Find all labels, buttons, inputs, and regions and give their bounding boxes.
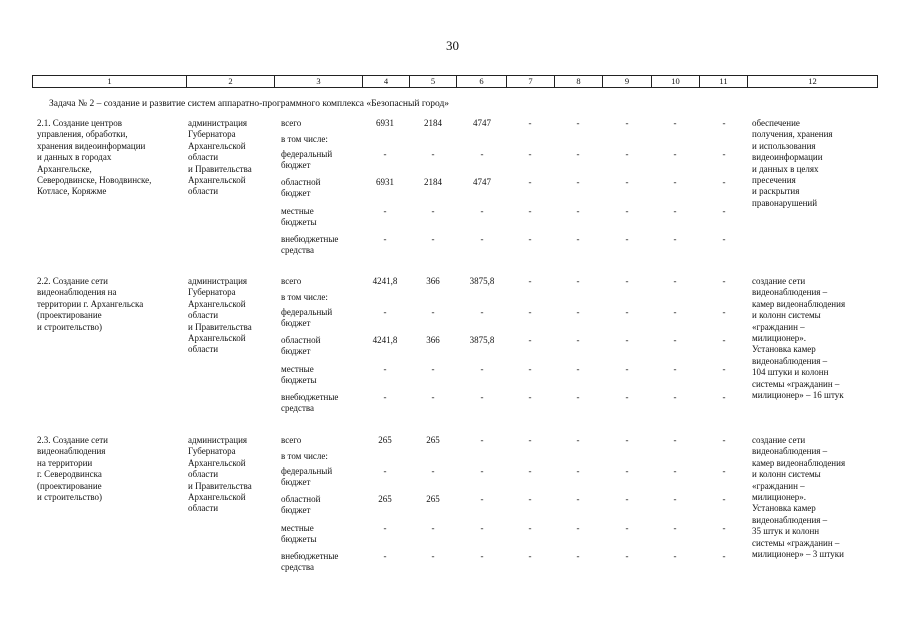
funding-value: - <box>431 551 435 561</box>
funding-value: - <box>673 551 677 561</box>
funding-value: 6931 <box>376 177 394 187</box>
funding-source-label: в том числе: <box>281 292 328 302</box>
col-header: 10 <box>652 76 700 88</box>
funding-value: - <box>722 523 726 533</box>
funding-value: - <box>576 523 580 533</box>
funding-value: - <box>431 206 435 216</box>
funding-value: - <box>528 307 532 317</box>
funding-value: - <box>722 335 726 345</box>
funding-source-label: федеральный бюджет <box>281 149 333 171</box>
funding-value: - <box>480 206 484 216</box>
funding-value: - <box>673 364 677 374</box>
funding-value: - <box>528 118 532 128</box>
funding-value: 265 <box>378 435 392 445</box>
funding-value: - <box>431 149 435 159</box>
funding-value: - <box>383 234 387 244</box>
funding-value: - <box>673 335 677 345</box>
funding-source-label: всего <box>281 118 302 128</box>
funding-value: - <box>383 523 387 533</box>
funding-value: - <box>673 466 677 476</box>
funding-value: - <box>625 234 629 244</box>
funding-value: - <box>383 206 387 216</box>
funding-value: - <box>722 392 726 402</box>
funding-value: - <box>673 392 677 402</box>
funding-value: 4747 <box>473 177 491 187</box>
funding-value: 366 <box>426 335 440 345</box>
funding-value: - <box>625 466 629 476</box>
page-number: 30 <box>446 38 459 53</box>
funding-value: - <box>722 149 726 159</box>
funding-value: - <box>576 177 580 187</box>
funding-value: - <box>528 206 532 216</box>
funding-value: - <box>528 234 532 244</box>
result-note: обеспечение получения, хранения и использования видеоинформации и данных в целях пресечения и раскрытия правонарушений <box>752 118 833 208</box>
funding-value: - <box>383 307 387 317</box>
funding-value: - <box>576 234 580 244</box>
funding-value: - <box>480 234 484 244</box>
measure-name: 2.2. Создание сети видеонаблюдения на территории г. Архангельска (проектирование и строительство) <box>37 276 144 332</box>
funding-value: - <box>673 523 677 533</box>
funding-value: - <box>722 118 726 128</box>
funding-value: 4241,8 <box>372 335 398 345</box>
funding-value: - <box>625 206 629 216</box>
funding-value: - <box>480 307 484 317</box>
funding-value: - <box>625 149 629 159</box>
col-header: 5 <box>410 76 457 88</box>
funding-value: - <box>625 364 629 374</box>
funding-value: - <box>576 276 580 286</box>
funding-value: 2184 <box>424 118 442 128</box>
funding-value: - <box>576 392 580 402</box>
funding-value: - <box>673 276 677 286</box>
funding-value: - <box>625 435 629 445</box>
funding-value: - <box>431 307 435 317</box>
funding-source-label: федеральный бюджет <box>281 307 333 329</box>
funding-value: - <box>528 335 532 345</box>
funding-value: - <box>625 551 629 561</box>
funding-value: - <box>576 466 580 476</box>
funding-value: - <box>576 118 580 128</box>
funding-value: - <box>673 206 677 216</box>
funding-value: 366 <box>426 276 440 286</box>
funding-value: - <box>528 392 532 402</box>
funding-value: 4747 <box>473 118 491 128</box>
funding-value: - <box>576 149 580 159</box>
funding-source-label: внебюджетные средства <box>281 234 339 256</box>
col-header: 11 <box>700 76 748 88</box>
funding-value: - <box>431 466 435 476</box>
funding-source-label: областной бюджет <box>281 335 321 357</box>
executor: администрация Губернатора Архангельской области и Правительства Архангельской области <box>188 118 252 197</box>
funding-value: - <box>722 206 726 216</box>
funding-value: - <box>480 364 484 374</box>
funding-value: - <box>576 206 580 216</box>
funding-value: - <box>383 149 387 159</box>
funding-value: - <box>480 392 484 402</box>
task-title: Задача № 2 – создание и развитие систем аппаратно-программного комплекса «Безопасный город» <box>49 99 450 109</box>
funding-value: - <box>431 392 435 402</box>
funding-value: - <box>528 364 532 374</box>
funding-value: - <box>528 177 532 187</box>
col-header: 9 <box>603 76 652 88</box>
funding-value: - <box>625 177 629 187</box>
funding-value: - <box>431 364 435 374</box>
funding-value: - <box>722 494 726 504</box>
funding-value: - <box>480 149 484 159</box>
funding-source-label: внебюджетные средства <box>281 551 339 573</box>
funding-value: - <box>528 551 532 561</box>
funding-source-label: всего <box>281 276 302 286</box>
funding-value: - <box>673 118 677 128</box>
funding-value: - <box>722 435 726 445</box>
funding-value: - <box>625 523 629 533</box>
funding-value: - <box>480 551 484 561</box>
funding-value: - <box>722 466 726 476</box>
funding-value: 265 <box>426 435 440 445</box>
column-number-header <box>32 75 878 88</box>
funding-value: - <box>528 435 532 445</box>
col-header: 7 <box>507 76 555 88</box>
funding-value: - <box>528 466 532 476</box>
funding-value: - <box>625 276 629 286</box>
funding-value: - <box>431 523 435 533</box>
col-header: 4 <box>363 76 410 88</box>
funding-value: - <box>480 523 484 533</box>
col-header: 12 <box>748 76 878 88</box>
funding-value: 2184 <box>424 177 442 187</box>
col-header: 2 <box>187 76 275 88</box>
funding-value: 3875,8 <box>469 335 495 345</box>
funding-value: - <box>625 335 629 345</box>
funding-source-label: в том числе: <box>281 134 328 144</box>
funding-value: - <box>722 364 726 374</box>
funding-value: - <box>576 494 580 504</box>
funding-value: - <box>673 149 677 159</box>
result-note: создание сети видеонаблюдения – камер видеонаблюдения и колонн системы «гражданин – милиционер». Установка камер видеонаблюдения – 104 штуки и колонн системы «гражданин – милиционер» – 16 штук <box>752 276 846 401</box>
funding-source-label: в том числе: <box>281 451 328 461</box>
funding-source-label: местные бюджеты <box>281 206 317 228</box>
funding-value: 6931 <box>376 118 394 128</box>
funding-source-label: местные бюджеты <box>281 523 317 545</box>
funding-value: - <box>722 307 726 317</box>
result-note: создание сети видеонаблюдения – камер видеонаблюдения и колонн системы «гражданин – милиционер». Установка камер видеонаблюдения – 35 штук и колонн системы «гражданин – милиционер» – 3 штуки <box>752 435 846 560</box>
funding-value: - <box>673 234 677 244</box>
funding-value: - <box>383 364 387 374</box>
funding-value: - <box>673 177 677 187</box>
funding-value: - <box>528 276 532 286</box>
funding-value: - <box>431 234 435 244</box>
funding-value: 4241,8 <box>372 276 398 286</box>
funding-value: - <box>576 307 580 317</box>
funding-source-label: внебюджетные средства <box>281 392 339 414</box>
col-header: 3 <box>275 76 363 88</box>
funding-value: - <box>576 551 580 561</box>
funding-source-label: областной бюджет <box>281 177 321 199</box>
funding-value: - <box>625 307 629 317</box>
funding-source-label: всего <box>281 435 302 445</box>
funding-value: 265 <box>378 494 392 504</box>
col-header: 8 <box>555 76 603 88</box>
funding-value: - <box>722 276 726 286</box>
funding-value: - <box>480 435 484 445</box>
funding-value: - <box>673 307 677 317</box>
funding-value: - <box>673 435 677 445</box>
col-header: 1 <box>33 76 187 88</box>
funding-value: - <box>383 466 387 476</box>
funding-source-label: областной бюджет <box>281 494 321 516</box>
funding-value: - <box>576 335 580 345</box>
executor: администрация Губернатора Архангельской области и Правительства Архангельской области <box>188 435 252 514</box>
funding-value: - <box>528 494 532 504</box>
funding-source-label: местные бюджеты <box>281 364 317 386</box>
measure-name: 2.3. Создание сети видеонаблюдения на территории г. Северодвинска (проектирование и строительство) <box>37 435 108 503</box>
funding-value: - <box>722 177 726 187</box>
funding-value: - <box>576 364 580 374</box>
funding-value: - <box>722 234 726 244</box>
funding-value: - <box>673 494 677 504</box>
funding-value: 265 <box>426 494 440 504</box>
funding-value: - <box>625 118 629 128</box>
funding-value: - <box>576 435 580 445</box>
funding-value: - <box>528 149 532 159</box>
funding-source-label: федеральный бюджет <box>281 466 333 488</box>
funding-value: - <box>625 494 629 504</box>
funding-value: - <box>480 494 484 504</box>
funding-value: - <box>480 466 484 476</box>
funding-value: - <box>722 551 726 561</box>
funding-value: - <box>383 551 387 561</box>
funding-value: 3875,8 <box>469 276 495 286</box>
col-header: 6 <box>457 76 507 88</box>
funding-value: - <box>625 392 629 402</box>
funding-value: - <box>528 523 532 533</box>
measure-name: 2.1. Создание центров управления, обработки, хранения видеоинформации и данных в городах Архангельске, Северодвинске, Новодвинске, Котласе, Коряжме <box>37 118 152 197</box>
executor: администрация Губернатора Архангельской области и Правительства Архангельской области <box>188 276 252 355</box>
funding-value: - <box>383 392 387 402</box>
